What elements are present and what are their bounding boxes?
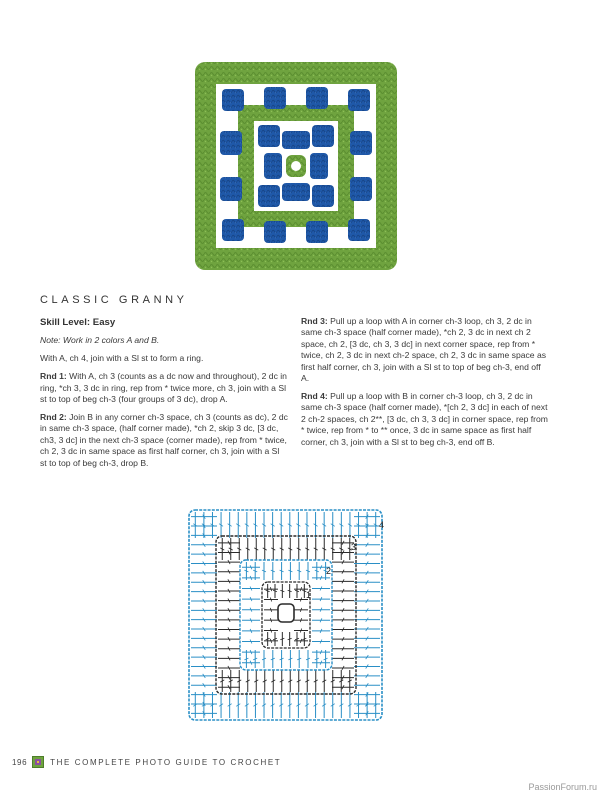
diagram-label-round-4: 4 <box>379 520 385 530</box>
round-label: Rnd 2: <box>40 411 67 422</box>
intro-instruction: With A, ch 4, join with a Sl st to form a ring. <box>40 353 204 364</box>
round-3 <box>301 316 549 384</box>
round-text: Pull up a loop with A in corner ch-3 loop, ch 3, 2 dc in same ch-3 space (half corner made), *ch 2, 3 dc in next ch 2 space, ch 2, [3 dc, ch 3, 3 dc] in next corner space, rep from * twice, ch 2, 3 dc in next ch-2 space, ch 2, 3 dc in same space as first half corner, ch 3, join with a Sl st to top of beg ch-3, end off A. <box>301 316 547 384</box>
page-number: 196 <box>12 757 28 767</box>
round-text: With A, ch 3 (counts as a dc now and throughout), 2 dc in ring, *ch 3, 3 dc in ring, rep from * twice more, ch 3, join with a Sl st to top of beg ch-3 (four groups of 3 dc), drop A. <box>40 371 287 405</box>
instructions-column-right <box>301 316 549 454</box>
round-2 <box>40 412 288 469</box>
round-text: Join B in any corner ch-3 space, ch 3 (counts as dc), 2 dc in same ch-3 space, (half corner made), *ch 2, skip 3 dc, [3 dc, ch3, 3 dc] in the next ch-3 space (corner made), rep from * twice, ch 2, 3 dc in same space as first half corner, ch 3, join with a Sl st to top of beg ch-3, drop B. <box>40 411 288 468</box>
skill-level: Skill Level: Easy <box>40 317 116 328</box>
watermark: PassionForum.ru <box>528 782 597 792</box>
diagram-label-round-3: 3 <box>351 542 357 552</box>
stitch-diagram <box>186 506 392 724</box>
book-title: THE COMPLETE PHOTO GUIDE TO CROCHET <box>50 757 282 767</box>
pattern-note: Note: Work in 2 colors A and B. <box>40 335 160 346</box>
granny-square-photo <box>192 59 400 273</box>
round-label: Rnd 3: <box>301 316 328 326</box>
instructions-column-left <box>40 317 288 475</box>
page-footer <box>12 755 281 769</box>
diagram-label-round-1: 1 <box>306 590 312 600</box>
diagram-label-round-2: 2 <box>326 566 332 576</box>
granny-square-icon <box>32 756 44 768</box>
round-4 <box>301 391 549 448</box>
pattern-title: CLASSIC GRANNY <box>40 294 188 306</box>
round-text: Pull up a loop with B in corner ch-3 loop, ch 3, 2 dc in same ch-3 space (half corner made), *[ch 2, 3 dc] in each of next 2 ch-2 spaces, ch 2**, [3 dc, ch 3, 3 dc] in corner space, rep from * twice, rep from * to ** once, 3 dc in same space as first half corner, ch 3, join with a Sl st to beg ch-3, end off B. <box>301 390 548 447</box>
round-label: Rnd 1: <box>40 371 67 382</box>
round-label: Rnd 4: <box>301 390 328 401</box>
round-1 <box>40 371 288 405</box>
